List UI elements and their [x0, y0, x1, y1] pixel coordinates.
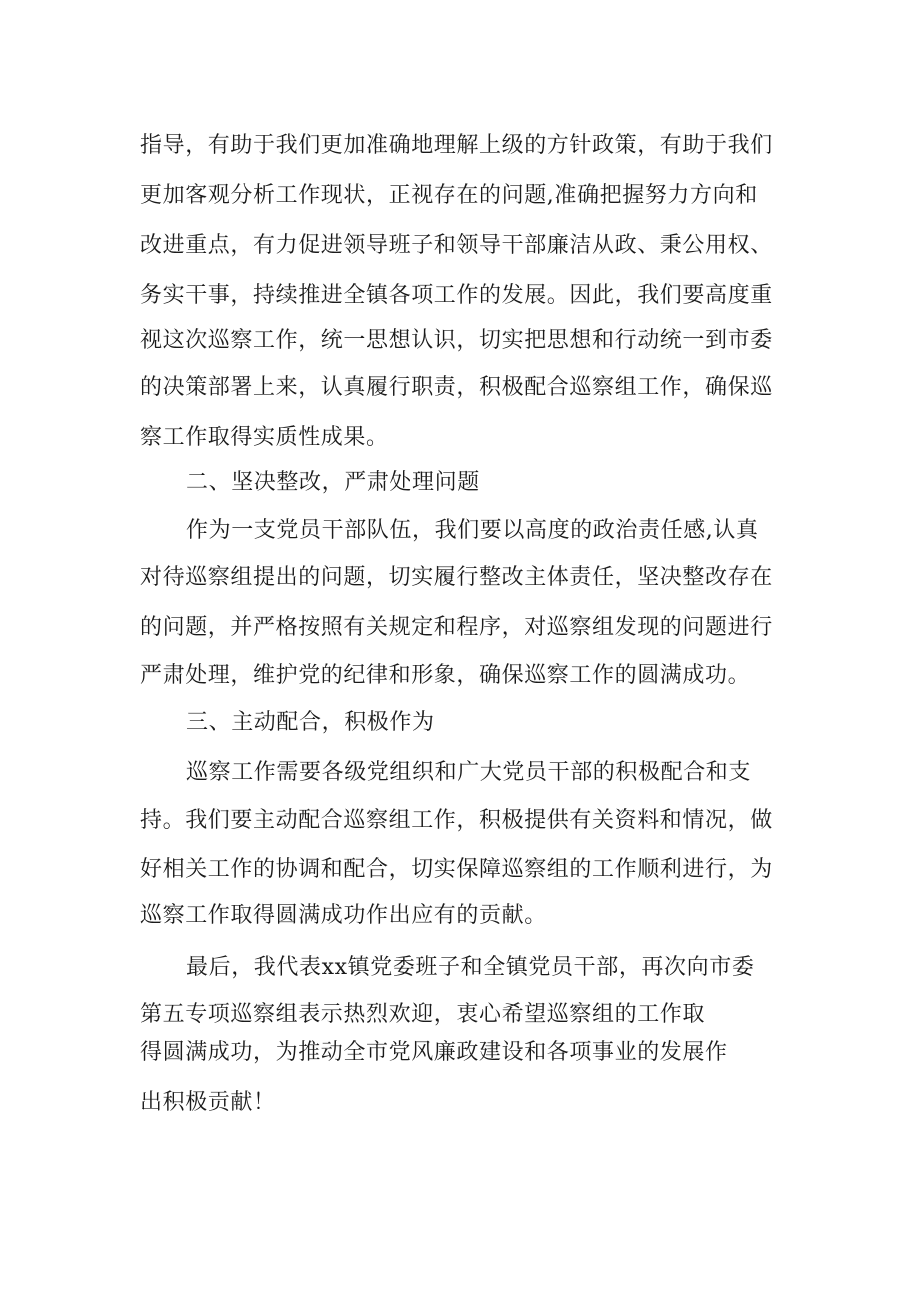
paragraph-line: 更加客观分析工作现状，正视存在的问题,准确把握努力方向和	[140, 183, 758, 208]
paragraph-line: 好相关工作的协调和配合，切实保障巡察组的工作顺利进行，为	[140, 857, 773, 882]
paragraph-line: 视这次巡察工作，统一思想认识，切实把思想和行动统一到市委	[140, 328, 773, 353]
paragraph-line: 得圆满成功，为推动全市党风廉政建设和各项事业的发展作	[140, 1040, 728, 1065]
paragraph-line: 改进重点，有力促进领导班子和领导干部廉洁从政、秉公用权、	[140, 233, 773, 258]
paragraph-line: 察工作取得实质性成果。	[140, 425, 389, 450]
paragraph-line: 出积极贡献！	[140, 1090, 276, 1115]
section-heading: 三、主动配合，积极作为	[186, 710, 435, 735]
paragraph-line: 持。我们要主动配合巡察组工作，积极提供有关资料和情况，做	[140, 808, 773, 833]
paragraph-line: 最后，我代表xx镇党委班子和全镇党员干部，再次向市委	[186, 955, 755, 980]
paragraph-line: 严肃处理，维护党的纪律和形象，确保巡察工作的圆满成功。	[140, 663, 751, 688]
paragraph-line: 巡察工作取得圆满成功作出应有的贡献。	[140, 903, 547, 928]
section-heading: 二、坚决整改，严肃处理问题	[186, 470, 480, 495]
paragraph-line: 指导，有助于我们更加准确地理解上级的方针政策，有助于我们	[140, 133, 773, 158]
paragraph-line: 的问题，并严格按照有关规定和程序，对巡察组发现的问题进行	[140, 615, 773, 640]
paragraph-line: 第五专项巡察组表示热烈欢迎，衷心希望巡察组的工作取	[140, 1002, 706, 1027]
paragraph-line: 对待巡察组提出的问题，切实履行整改主体责任，坚决整改存在	[140, 565, 773, 590]
paragraph-line: 巡察工作需要各级党组织和广大党员干部的积极配合和支	[186, 760, 752, 785]
paragraph-line: 作为一支党员干部队伍，我们要以高度的政治责任感,认真	[186, 518, 759, 543]
paragraph-line: 务实干事，持续推进全镇各项工作的发展。因此，我们要高度重	[140, 283, 773, 308]
paragraph-line: 的决策部署上来，认真履行职责，积极配合巡察组工作，确保巡	[140, 375, 773, 400]
